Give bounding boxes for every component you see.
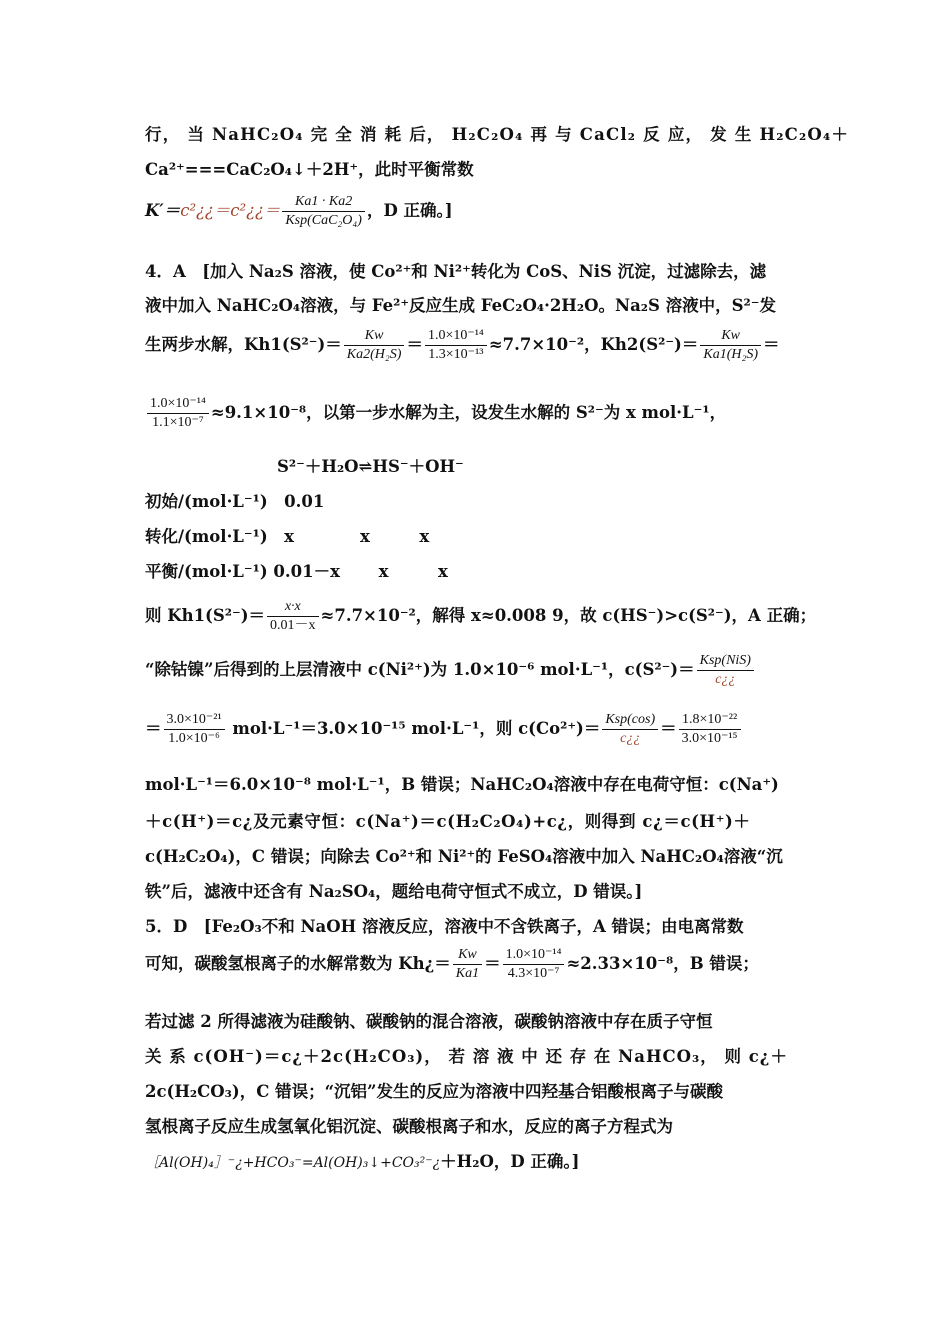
fraction-numerator: Ksp(cos)	[602, 711, 658, 730]
equation-solve-x	[145, 598, 817, 644]
kh2-result-text: ≈9.1×10⁻⁸，以第一步水解为主，设发生水解的 S²⁻为 x mol·L⁻¹，	[210, 403, 727, 422]
text-line-23: 2c(H₂CO₃)，C 错误；“沉铝”发生的反应为溶液中四羟基合铝酸根离子与碳酸	[145, 1082, 724, 1101]
c-s2-numeric-fraction	[164, 711, 225, 748]
fraction-numerator: 1.0×10⁻¹⁴	[425, 327, 487, 346]
equation-c-s2	[145, 652, 810, 698]
fraction-denominator: 0.01－x	[270, 618, 316, 633]
table-row-initial: 初始/(mol·L⁻¹) 0.01	[145, 492, 325, 511]
kh2-fraction-symbolic	[700, 327, 761, 364]
text-line-19: 5．D [Fe₂O₃不和 NaOH 溶液反应，溶液中不含铁离子，A 错误；由电离常数	[145, 917, 744, 936]
fraction-denominator: c¿¿	[715, 672, 736, 687]
kh1-label: 生两步水解，Kh1(S²⁻)＝	[145, 335, 342, 354]
fraction-numerator: Kw	[700, 327, 761, 346]
text-line-1: 行， 当 NaHC₂O₄ 完 全 消 耗 后， H₂C₂O₄ 再 与 CaCl₂ 反 应， 发 生 H₂C₂O₄＋	[145, 125, 850, 144]
fraction-denominator: Ka1	[455, 966, 480, 981]
kh1-fraction-numeric	[425, 327, 487, 364]
kh1-label: 则 Kh1(S²⁻)＝	[145, 606, 266, 625]
text-line-22: 关 系 c(OH⁻)＝c¿＋2c(H₂CO₃)， 若 溶 液 中 还 存 在 NaHCO₃， 则 c¿＋	[145, 1047, 788, 1066]
k-prime-fraction	[282, 193, 365, 230]
fraction-numerator: x·x	[267, 598, 319, 617]
kh-symbolic-fraction	[453, 946, 482, 983]
k-prime-denominator: Ksp(CaC₂O₄)	[285, 213, 362, 228]
equation-kh1-kh2: 生两步水解，Kh1(S²⁻)＝ $\frac{Kw}{\text{Ka2(H₂S)}}$ ＝ $\frac{\text{1.0×10⁻¹⁴}}{\text{1.3×10⁻¹³}}$ ≈7.7×10⁻²，Kh2(S²⁻)＝ $\frac{Kw}{\text{Ka1(H₂S)}}$ ＝	[145, 328, 780, 362]
text-line-5: 液中加入 NaHC₂O₄溶液，与 Fe²⁺反应生成 FeC₂O₄·2H₂O。Na₂S 溶液中，S²⁻发	[145, 296, 776, 315]
kh-result: ≈2.33×10⁻⁸，B 错误；	[566, 954, 759, 973]
x-fraction	[267, 598, 319, 635]
k-prime-middle: c²¿¿＝c²¿¿＝	[180, 201, 281, 220]
text-line-15: mol·L⁻¹＝6.0×10⁻⁸ mol·L⁻¹，B 错误；NaHC₂O₄溶液中存在电荷守恒：c(Na⁺)	[145, 775, 779, 794]
text-line-2: Ca²⁺===CaC₂O₄↓＋2H⁺，此时平衡常数	[145, 160, 474, 179]
kh-text: 可知，碳酸氢根离子的水解常数为 Kh¿＝	[145, 954, 451, 973]
text-line-24: 氢根离子反应生成氢氧化铝沉淀、碳酸根离子和水，反应的离子方程式为	[145, 1117, 673, 1136]
text-line-18: 铁”后，滤液中还含有 Na₂SO₄，题给电荷守恒式不成立，D 错误。]	[145, 882, 643, 901]
fraction-numerator: Ksp(NiS)	[697, 652, 754, 671]
k-prime-conclusion: ，D 正确。]	[366, 201, 453, 220]
c-s2-text: “除钴镍”后得到的上层清液中 c(Ni²⁺)为 1.0×10⁻⁶ mol·L⁻¹，c(S²⁻)＝	[145, 660, 695, 679]
ionic-equation-line	[145, 1150, 810, 1175]
equals-sign: ＝	[763, 335, 780, 354]
equation-kh-hco3	[145, 946, 810, 996]
fraction-numerator: 1.0×10⁻¹⁴	[147, 395, 209, 414]
fraction-numerator: Kw	[344, 327, 405, 346]
table-row-change: 转化/(mol·L⁻¹) x x x	[145, 527, 430, 546]
equation-kh2-value	[145, 395, 810, 445]
ionic-equation-conclusion: ＋H₂O，D 正确。]	[440, 1152, 580, 1171]
equals-sign: ＝	[484, 954, 501, 973]
text-line-17: c(H₂C₂O₄)，C 错误；向除去 Co²⁺和 Ni²⁺的 FeSO₄溶液中加入 NaHC₂O₄溶液“沉	[145, 847, 783, 866]
kh1-fraction-symbolic	[344, 327, 405, 364]
k-prime-label: K′＝	[145, 201, 181, 220]
equation-k-prime	[145, 193, 810, 243]
fraction-numerator: 1.0×10⁻¹⁴	[503, 946, 565, 965]
fraction-denominator: 4.3×10⁻⁷	[507, 966, 560, 981]
c-co-numeric-fraction	[679, 711, 741, 748]
equals-sign: ＝	[145, 719, 162, 738]
fraction-denominator: 1.1×10⁻⁷	[152, 415, 204, 430]
fraction-numerator: Kw	[453, 946, 482, 965]
kh2-fraction-numeric	[147, 395, 209, 432]
fraction-denominator: c¿¿	[620, 731, 641, 746]
kh2-label: ≈7.7×10⁻²，Kh2(S²⁻)＝	[488, 335, 699, 354]
equals-sign: ＝	[660, 719, 677, 738]
fraction-numerator: 1.8×10⁻²²	[679, 711, 741, 730]
hydrolysis-equation: S²⁻＋H₂O⇌HS⁻＋OH⁻	[277, 457, 464, 476]
table-row-equilibrium: 平衡/(mol·L⁻¹) 0.01－x x x	[145, 562, 448, 581]
fraction-denominator: 1.3×10⁻¹³	[428, 347, 484, 362]
c-s2-fraction	[697, 652, 754, 689]
fraction-denominator: 3.0×10⁻¹⁵	[681, 731, 738, 746]
fraction-numerator: 3.0×10⁻²¹	[164, 711, 225, 730]
text-line-21: 若过滤 2 所得滤液为硅酸钠、碳酸钠的混合溶液，碳酸钠溶液中存在质子守恒	[145, 1012, 713, 1031]
ionic-equation-formula: ［Al(OH)₄］⁻¿+HCO₃⁻=Al(OH)₃↓+CO₃²⁻¿	[145, 1155, 441, 1171]
fraction-denominator: Ka2(H₂S)	[346, 347, 402, 362]
solve-x-result: ≈7.7×10⁻²，解得 x≈0.008 9，故 c(HS⁻)>c(S²⁻)，A 正确；	[320, 606, 817, 625]
fraction-denominator: Ka1(H₂S)	[703, 347, 758, 362]
text-line-16: ＋c(H⁺)＝c¿及元素守恒：c(Na⁺)＝c(H₂C₂O₄)+c¿，则得到 c¿＝c(H⁺)＋	[145, 812, 751, 831]
c-co-fraction	[602, 711, 658, 748]
c-co-text: mol·L⁻¹＝3.0×10⁻¹⁵ mol·L⁻¹，则 c(Co²⁺)＝	[226, 719, 601, 738]
kh-numeric-fraction	[503, 946, 565, 983]
text-line-4: 4．A [加入 Na₂S 溶液，使 Co²⁺和 Ni²⁺转化为 CoS、NiS 沉淀，过滤除去，滤	[145, 262, 767, 281]
fraction-denominator: 1.0×10⁻⁶	[168, 731, 220, 746]
equation-c-co	[145, 711, 810, 761]
k-prime-numerator: Ka1 · Ka2	[282, 193, 365, 212]
